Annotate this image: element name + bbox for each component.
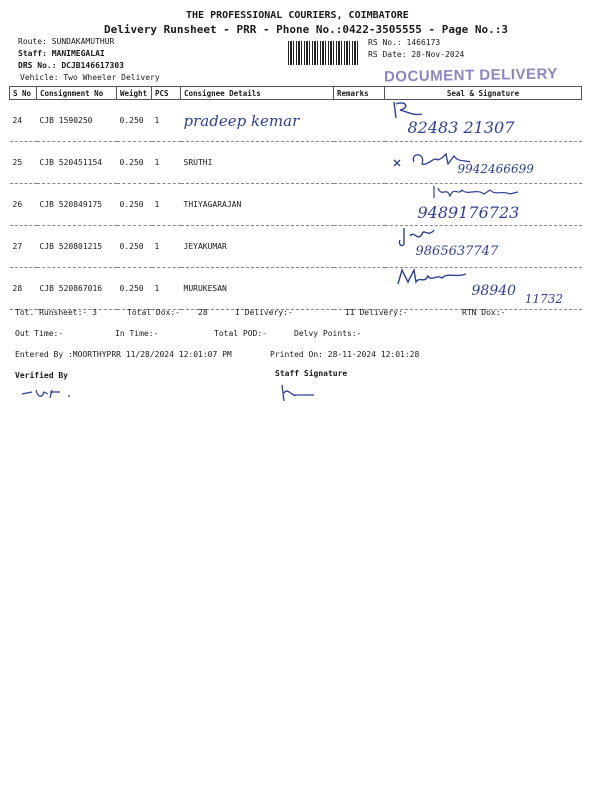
rs-number: RS No.: 1466173 bbox=[368, 38, 441, 47]
signature-phone: 9489176723 bbox=[417, 203, 520, 222]
handwritten-consignee: pradeep kemar bbox=[183, 111, 300, 130]
rs-date: RS Date: 28-Nov-2024 bbox=[368, 50, 465, 59]
cell-sno: 28 bbox=[10, 268, 37, 310]
cell-consignment: CJB 520867016 bbox=[37, 268, 117, 310]
cell-sno: 26 bbox=[10, 184, 37, 226]
signature-scribble-26 bbox=[432, 184, 524, 200]
i-delivery: I Delivery:- bbox=[235, 308, 293, 317]
entered-by: Entered By :MOORTHYPRR 11/28/2024 12:01:07 PM bbox=[15, 350, 232, 359]
verified-signature bbox=[20, 386, 80, 402]
vehicle-label: Vehicle: Two Wheeler Delivery bbox=[20, 73, 160, 82]
table-row bbox=[10, 142, 582, 184]
cell-pcs: 1 bbox=[152, 100, 181, 142]
cell-weight: 0.250 bbox=[117, 268, 152, 310]
cell-weight: 0.250 bbox=[117, 100, 152, 142]
ii-delivery: II Delivery:- bbox=[345, 308, 408, 317]
cell-remarks bbox=[334, 142, 385, 184]
table-row bbox=[10, 226, 582, 268]
document-delivery-stamp: DOCUMENT DELIVERY bbox=[383, 65, 558, 86]
company-name: THE PROFESSIONAL COURIERS, COIMBATORE bbox=[186, 10, 409, 21]
cell-remarks bbox=[334, 184, 385, 226]
cell-remarks bbox=[334, 226, 385, 268]
cell-sno: 27 bbox=[10, 226, 37, 268]
cell-remarks bbox=[334, 268, 385, 310]
signature-scribble-27 bbox=[398, 224, 438, 248]
staff-label: Staff: MANIMEGALAI bbox=[18, 49, 105, 58]
staff-signature-mark bbox=[278, 383, 322, 403]
signature-phone: 98940 bbox=[471, 282, 517, 299]
runsheet-title: Delivery Runsheet - PRR - Phone No.:0422-3505555 - Page No.:3 bbox=[104, 23, 508, 36]
col-pcs: PCS bbox=[152, 87, 181, 100]
signature-phone: 9865637747 bbox=[415, 244, 499, 259]
tot-runsheet: Tot. Runsheet:- 3 bbox=[15, 308, 97, 317]
delvy-points: Delvy Points:- bbox=[294, 329, 362, 338]
staff-signature-label: Staff Signature bbox=[275, 369, 348, 378]
cell-consignment: CJB 520801215 bbox=[37, 226, 117, 268]
cell-weight: 0.250 bbox=[117, 226, 152, 268]
route-label: Route: SUNDAKAMUTHUR bbox=[18, 37, 115, 46]
col-remarks: Remarks bbox=[334, 87, 385, 100]
table-row bbox=[10, 268, 582, 310]
table-header-row bbox=[10, 87, 582, 100]
cell-weight: 0.250 bbox=[117, 184, 152, 226]
cell-sno: 24 bbox=[10, 100, 37, 142]
barcode-image bbox=[288, 41, 360, 65]
cell-remarks bbox=[334, 100, 385, 142]
col-consignee: Consignee Details bbox=[181, 87, 334, 100]
cell-consignee: SRUTHI bbox=[181, 142, 334, 184]
cell-consignee bbox=[181, 100, 334, 142]
cell-consignee: MURUKESAN bbox=[181, 268, 334, 310]
cell-consignee: THIYAGARAJAN bbox=[181, 184, 334, 226]
cell-consignee: JEYAKUMAR bbox=[181, 226, 334, 268]
cell-sno: 25 bbox=[10, 142, 37, 184]
signature-scribble-28 bbox=[396, 266, 476, 288]
col-weight: Weight bbox=[117, 87, 152, 100]
verified-by: Verified By bbox=[15, 371, 68, 380]
total-dox-value: 28 bbox=[198, 308, 208, 317]
total-pod: Total POD:- bbox=[214, 329, 267, 338]
cell-pcs: 1 bbox=[152, 268, 181, 310]
signature-phone: 82483 21307 bbox=[407, 118, 515, 137]
table-row bbox=[10, 100, 582, 142]
cell-consignment: CJB 1590250 bbox=[37, 100, 117, 142]
cell-consignment: CJB 520849175 bbox=[37, 184, 117, 226]
in-time: In Time:- bbox=[115, 329, 159, 338]
total-dox-label: Total Dox:- bbox=[127, 308, 180, 317]
signature-scribble-25 bbox=[390, 148, 486, 174]
drs-number: DRS No.: DCJB146617303 bbox=[18, 61, 124, 70]
signature-phone: 9942466699 bbox=[457, 161, 534, 176]
col-consignment: Consignment No bbox=[37, 87, 117, 100]
cell-pcs: 1 bbox=[152, 142, 181, 184]
col-signature: Seal & Signature bbox=[385, 87, 582, 100]
cell-pcs: 1 bbox=[152, 226, 181, 268]
signature-scribble-24 bbox=[388, 98, 428, 124]
cell-pcs: 1 bbox=[152, 184, 181, 226]
rtn-dox: RTN Dox:- bbox=[462, 308, 506, 317]
col-sno: S No bbox=[10, 87, 37, 100]
signature-phone-cont: 11732 bbox=[524, 291, 564, 306]
printed-on: Printed On: 28-11-2024 12:01:28 bbox=[270, 350, 420, 359]
cell-weight: 0.250 bbox=[117, 142, 152, 184]
cell-consignment: CJB 520451154 bbox=[37, 142, 117, 184]
out-time: Out Time:- bbox=[15, 329, 64, 338]
